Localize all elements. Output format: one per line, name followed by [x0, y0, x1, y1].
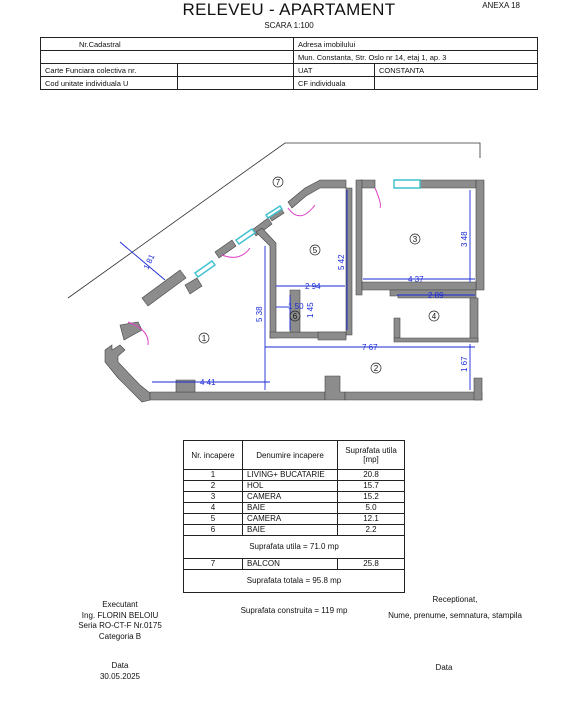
dimension-label: 3 48 [460, 231, 469, 247]
util-total: Suprafata utila = 71.0 mp [184, 536, 405, 559]
cod-label: Cod unitate individuala U [41, 77, 178, 90]
row-name: BALCON [243, 559, 338, 570]
row-nr: 5 [184, 514, 243, 525]
executant-block [60, 600, 180, 642]
total-row [184, 570, 405, 593]
carte-label: Carte Funciara colectiva nr. [41, 64, 178, 77]
uat-label: UAT [294, 64, 375, 77]
built-area: Suprafata construita = 119 mp [240, 606, 348, 615]
row-name: HOL [243, 481, 338, 492]
room-number: 3 [412, 235, 418, 244]
dimension-label: 4 41 [200, 378, 216, 387]
executant-title: Executant [102, 600, 138, 609]
uat-value: CONSTANTA [375, 64, 538, 77]
util-total-row [184, 536, 405, 559]
row-nr: 6 [184, 525, 243, 536]
row-name: BAIE [243, 503, 338, 514]
grand-total: Suprafata totala = 95.8 mp [184, 570, 405, 593]
dimension-labels [142, 231, 469, 387]
table-row [184, 481, 405, 492]
executant-series: Seria RO-CT-F Nr.0175 [78, 621, 162, 630]
dimension-label: 5 38 [255, 306, 264, 322]
header-name: Denumire incapere [243, 441, 338, 470]
header-area: Suprafata utila [mp] [338, 441, 405, 470]
scale-label: SCARA 1:100 [264, 21, 314, 30]
cadastral-label: Nr.Cadastral [41, 38, 294, 51]
row-nr: 4 [184, 503, 243, 514]
date-left-value: 30.05.2025 [99, 671, 141, 681]
annex-label: ANEXA 18 [482, 1, 520, 10]
rooms-table [183, 440, 405, 593]
date-left-block [80, 661, 160, 682]
row-area: 12.1 [338, 514, 405, 525]
table-row [184, 492, 405, 503]
receptionat-block [360, 595, 550, 621]
receptionat-title: Receptionat, [432, 595, 478, 604]
room-number: 1 [201, 334, 207, 343]
table-row [184, 514, 405, 525]
row-area: 15.2 [338, 492, 405, 503]
receptionat-fields: Nume, prenume, semnatura, stampila [388, 610, 522, 620]
row-area: 15.7 [338, 481, 405, 492]
dimension-label: 2 89 [428, 291, 444, 300]
cf-label: CF individuala [294, 77, 375, 90]
row-name: CAMERA [243, 514, 338, 525]
room-number: 5 [312, 246, 318, 255]
row-area: 25.8 [338, 559, 405, 570]
row-area: 5.0 [338, 503, 405, 514]
row-area: 20.8 [338, 470, 405, 481]
room-number: 6 [292, 312, 298, 321]
date-left-label: Data [111, 661, 129, 670]
row-nr: 1 [184, 470, 243, 481]
dimension-label: 1 81 [141, 252, 157, 271]
table-row [184, 525, 405, 536]
document-title: RELEVEU - APARTAMENT [182, 0, 396, 19]
dimension-label: 7 67 [362, 343, 378, 352]
room-number: 7 [275, 178, 281, 187]
table-row [184, 470, 405, 481]
dimension-label: 1 50 [288, 302, 304, 311]
dimension-label: 4 37 [408, 275, 424, 284]
address-label: Adresa imobilului [294, 38, 538, 51]
dimension-label: 1 67 [460, 356, 469, 372]
table-row [184, 503, 405, 514]
executant-category: Categoria B [98, 631, 142, 641]
row-name: LIVING+ BUCATARIE [243, 470, 338, 481]
table-row [184, 559, 405, 570]
row-nr: 3 [184, 492, 243, 503]
dimension-label: 2 94 [305, 282, 321, 291]
address-value: Mun. Constanta, Str. Oslo nr 14, etaj 1, ap. 3 [294, 51, 538, 64]
room-number: 4 [431, 312, 437, 321]
header-nr: Nr. incapere [184, 441, 243, 470]
dimension-label: 1 45 [306, 302, 315, 318]
row-name: BAIE [243, 525, 338, 536]
room-number: 2 [373, 364, 379, 373]
room-markers [199, 177, 439, 373]
row-name: CAMERA [243, 492, 338, 503]
row-nr: 2 [184, 481, 243, 492]
dimension-label: 5 42 [337, 254, 346, 270]
row-nr: 7 [184, 559, 243, 570]
rooms-header-row [184, 441, 405, 470]
date-right-label: Data [435, 663, 453, 672]
executant-name: Ing. FLORIN BELOIU [81, 610, 159, 620]
row-area: 2.2 [338, 525, 405, 536]
